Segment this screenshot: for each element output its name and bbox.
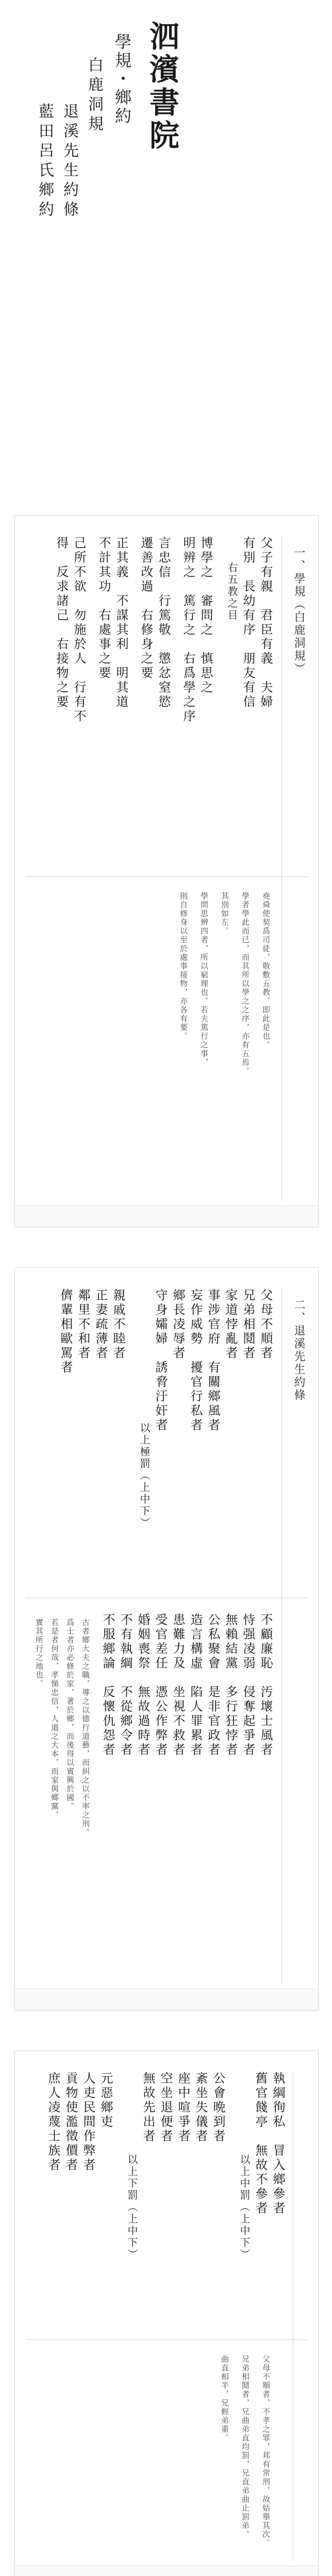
page-toegye-rules [14, 1267, 319, 2010]
rule-line: 公會晩到者 [211, 2072, 225, 2144]
note-line: 父母不順者，不孝之罪，邦有常刑，故姑舉其次。 [261, 2355, 271, 2548]
rule-line: 右五教之目 [226, 562, 238, 621]
rule-line: 正妻疏薄者 [93, 1289, 108, 1361]
rule-line: 貢物使濫徵價者 [63, 2072, 78, 2173]
rule-line: 不服鄉論 反懷仇怨者 [101, 1613, 115, 1757]
note-line: 學者學此而已，而其所以學之之序，亦有五焉。 [241, 892, 250, 1076]
toc-item-toegye: 退溪先生約條 [60, 103, 78, 221]
column-rule [281, 536, 282, 1201]
rule-line: 父子有親 君臣有義 夫婦 [258, 536, 273, 709]
rule-line: 家道悖亂者 [223, 1289, 238, 1361]
rule-line: 父母不順者 [258, 1289, 273, 1361]
page-footer [15, 1989, 318, 2010]
penalty-grade: 以上中罰（上中下） [238, 2154, 251, 2261]
rule-line: 不有執綱 不從鄉令者 [118, 1613, 132, 1757]
page-baekrok-rules [14, 515, 319, 1227]
rule-line: 得 反求諸己 右接物之要 [54, 536, 69, 709]
section-heading: 一、學規（白鹿洞規） [292, 547, 305, 675]
note-line: 爲士者亦必修於家，著於鄉，而後得以賓興於國。 [65, 1618, 75, 1811]
note-line: 學問思辨四者，所以窮理也。若夫篤行之事， [200, 892, 209, 1067]
note-line: 則自修身以至於處事接物，亦各有要。 [179, 892, 188, 1041]
rule-line: 婚姻喪祭 無故過時者 [136, 1613, 150, 1757]
rule-line: 事涉官府 有關鄉風者 [206, 1289, 220, 1433]
rule-line: 守身孀婦 誘脅汙奸者 [153, 1289, 168, 1433]
rule-line: 受官差任 憑公作弊者 [153, 1613, 168, 1757]
note-line: 堯舜使契爲司徒，敬敷五教，即此是也。 [261, 892, 271, 1049]
section-heading: 二、退溪先生約條 [292, 1299, 305, 1402]
note-line: 兄弟相鬩者，兄曲弟直均罰，兄直弟曲止罰弟。 [241, 2355, 250, 2539]
penalty-grade: 以上下罰（上中下） [126, 2154, 138, 2261]
rule-line: 不顧廉恥 汚壞士風者 [258, 1613, 273, 1757]
rule-line: 己所不欲 勿施於人 行有不 [72, 536, 86, 724]
note-line: 其別如左。 [220, 892, 229, 936]
rule-line: 公私聚會 是非官政者 [206, 1613, 220, 1757]
rule-line: 鄉長凌辱者 [171, 1289, 185, 1361]
note-line: 古者鄉大夫之職，導之以德行道藝，而糾之以不率之刑。 [81, 1618, 90, 1837]
note-line: 若是者何哉，孝悌忠信，人道之大本，而家與鄉黨， [50, 1618, 59, 1820]
notes-divider [25, 876, 308, 877]
rule-line: 親戚不睦者 [111, 1289, 125, 1361]
rule-line: 執綱徇私 冒入鄉參者 [271, 2072, 285, 2216]
rule-line: 鄰里不和者 [76, 1289, 90, 1361]
note-line: 曲直相半，兄輕弟重。 [220, 2355, 229, 2443]
rule-line: 座中喧爭者 [176, 2072, 190, 2144]
rule-line: 妄作威勢 擾官行私者 [188, 1289, 203, 1433]
note-line: 實其所行之地也。 [35, 1618, 44, 1688]
rule-line: 遷善改過 右修身之要 [139, 536, 153, 681]
rule-line: 儕輩相歐罵者 [58, 1289, 73, 1375]
page-footer [15, 2566, 318, 2576]
rule-line: 庶人凌蔑士族者 [46, 2072, 60, 2173]
rule-line: 舊官餞亭 無故不參者 [253, 2072, 268, 2216]
page-penalties [14, 2050, 319, 2576]
page-footer [15, 1206, 318, 1227]
rule-line: 明辨之 篤行之 右爲學之序 [181, 536, 195, 724]
rule-line: 無賴結黨 多行狂悖者 [223, 1613, 238, 1757]
rule-line: 不計其功 右處事之要 [96, 536, 111, 681]
column-rule [281, 1289, 282, 1984]
toc-item-yeossi: 藍田呂氏鄉約 [36, 103, 54, 221]
rule-line: 恃强凌弱 侵奪起爭者 [241, 1613, 255, 1757]
penalty-grade: 以上極罰（上中下） [138, 1422, 151, 1529]
rule-line: 正其義 不謀其利 明其道 [114, 536, 128, 709]
rule-line: 有別 長幼有序 朋友有信 [241, 536, 255, 709]
rule-line: 無故先出者 [141, 2072, 155, 2144]
rule-line: 人吏民間作弊者 [81, 2072, 95, 2173]
toc-item-baekrok: 白鹿洞規 [85, 57, 103, 135]
document-title: 泗濱書院 [144, 21, 179, 152]
rule-line: 紊坐失儀者 [193, 2072, 208, 2144]
rule-line: 博學之 審問之 慎思之 [198, 536, 213, 695]
rule-line: 元惡鄉吏 [98, 2072, 113, 2129]
rule-line: 言忠信 行篤敬 懲忿窒慾 [156, 536, 171, 709]
rule-line: 空坐退便者 [158, 2072, 173, 2144]
document-subtitle: 學規・鄉約 [112, 33, 132, 126]
rule-line: 患難力及 坐視不救者 [171, 1613, 185, 1757]
rule-line: 兄弟相鬩者 [241, 1289, 255, 1361]
rule-line: 造言構虛 陷人罪累者 [188, 1613, 203, 1757]
